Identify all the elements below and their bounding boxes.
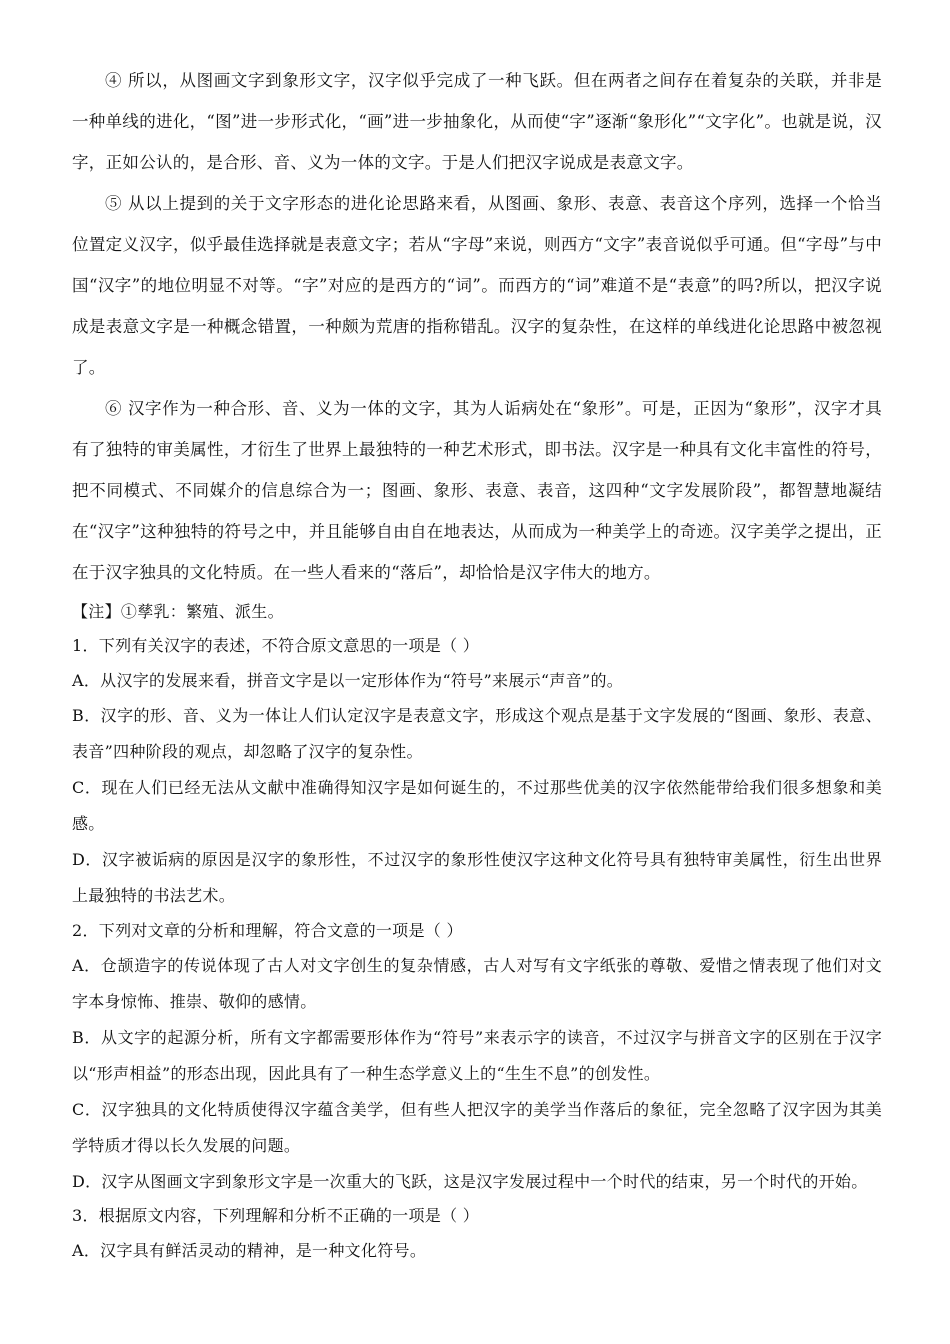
- passage-paragraph-5: ⑤ 从以上提到的关于文字形态的进化论思路来看，从图画、象形、表意、表音这个序列，选择一个恰当位置定义汉字，似乎最佳选择就是表意文字；若从“字母”来说，则西方“文字”表音说似乎可通。但“字母”与中国“汉字”的地位明显不对等。“字”对应的是西方的“词”。而西方的“词”难道不是“表意”的吗?所以，把汉字说成是表意文字是一种概念错置，一种颇为荒唐的指称错乱。汉字的复杂性，在这样的单线进化论思路中被忽视了。: [72, 194, 882, 377]
- option-b: B．汉字的形、音、义为一体让人们认定汉字是表意文字，形成这个观点是基于文字发展的“图画、象形、表意、表音”四种阶段的观点，却忽略了汉字的复杂性。: [72, 706, 882, 761]
- option-a: A．从汉字的发展来看，拼音文字是以一定形体作为“符号”来展示“声音”的。: [72, 671, 624, 690]
- passage-paragraph-6: ⑥ 汉字作为一种合形、音、义为一体的文字，其为人诟病处在“象形”。可是，正因为“象形”，汉字才具有了独特的审美属性，才衍生了世界上最独特的一种艺术形式，即书法。汉字是一种具有文化丰富性的符号，把不同模式、不同媒介的信息综合为一；图画、象形、表意、表音，这四种“文字发展阶段”，都智慧地凝结在“汉字”这种独特的符号之中，并且能够自由自在地表达，从而成为一种美学上的奇迹。汉字美学之提出，正在于汉字独具的文化特质。在一些人看来的“落后”，却恰恰是汉字伟大的地方。: [72, 399, 882, 582]
- question-stem: 2．下列对文章的分析和理解，符合文意的一项是（ ）: [72, 921, 463, 940]
- option-c: C．汉字独具的文化特质使得汉字蕴含美学，但有些人把汉字的美学当作落后的象征，完全忽略了汉字因为其美学特质才得以长久发展的问题。: [72, 1100, 882, 1155]
- option-a: A．汉字具有鲜活灵动的精神，是一种文化符号。: [72, 1241, 427, 1260]
- question-stem: 1．下列有关汉字的表述，不符合原文意思的一项是（ ）: [72, 636, 480, 655]
- option-b: B．从文字的起源分析，所有文字都需要形体作为“符号”来表示字的读音，不过汉字与拼音文字的区别在于汉字以“形声相益”的形态出现，因此具有了一种生态学意义上的“生生不息”的创发性。: [72, 1028, 882, 1083]
- question-stem: 3．根据原文内容，下列理解和分析不正确的一项是（ ）: [72, 1206, 480, 1225]
- question-3: [72, 1199, 882, 1268]
- document-page: [72, 60, 882, 1268]
- option-c: C．现在人们已经无法从文献中准确得知汉字是如何诞生的，不过那些优美的汉字依然能带给我们很多想象和美感。: [72, 778, 882, 833]
- question-2: [72, 914, 882, 1199]
- option-d: D．汉字被诟病的原因是汉字的象形性，不过汉字的象形性使汉字这种文化符号具有独特审美属性，衍生出世界上最独特的书法艺术。: [72, 850, 882, 905]
- question-1: [72, 629, 882, 914]
- option-d: D．汉字从图画文字到象形文字是一次重大的飞跃，这是汉字发展过程中一个时代的结束，另一个时代的开始。: [72, 1172, 868, 1191]
- passage-paragraph-4: ④ 所以，从图画文字到象形文字，汉字似乎完成了一种飞跃。但在两者之间存在着复杂的关联，并非是一种单线的进化，“图”进一步形式化，“画”进一步抽象化，从而使“字”逐渐“象形化”“文字化”。也就是说，汉字，正如公认的，是合形、音、义为一体的文字。于是人们把汉字说成是表意文字。: [72, 71, 882, 172]
- option-a: A．仓颉造字的传说体现了古人对文字创生的复杂情感，古人对写有文字纸张的尊敬、爱惜之情表现了他们对文字本身惊怖、推崇、敬仰的感情。: [72, 956, 882, 1011]
- annotation-note: 【注】①孳乳：繁殖、派生。: [72, 602, 284, 621]
